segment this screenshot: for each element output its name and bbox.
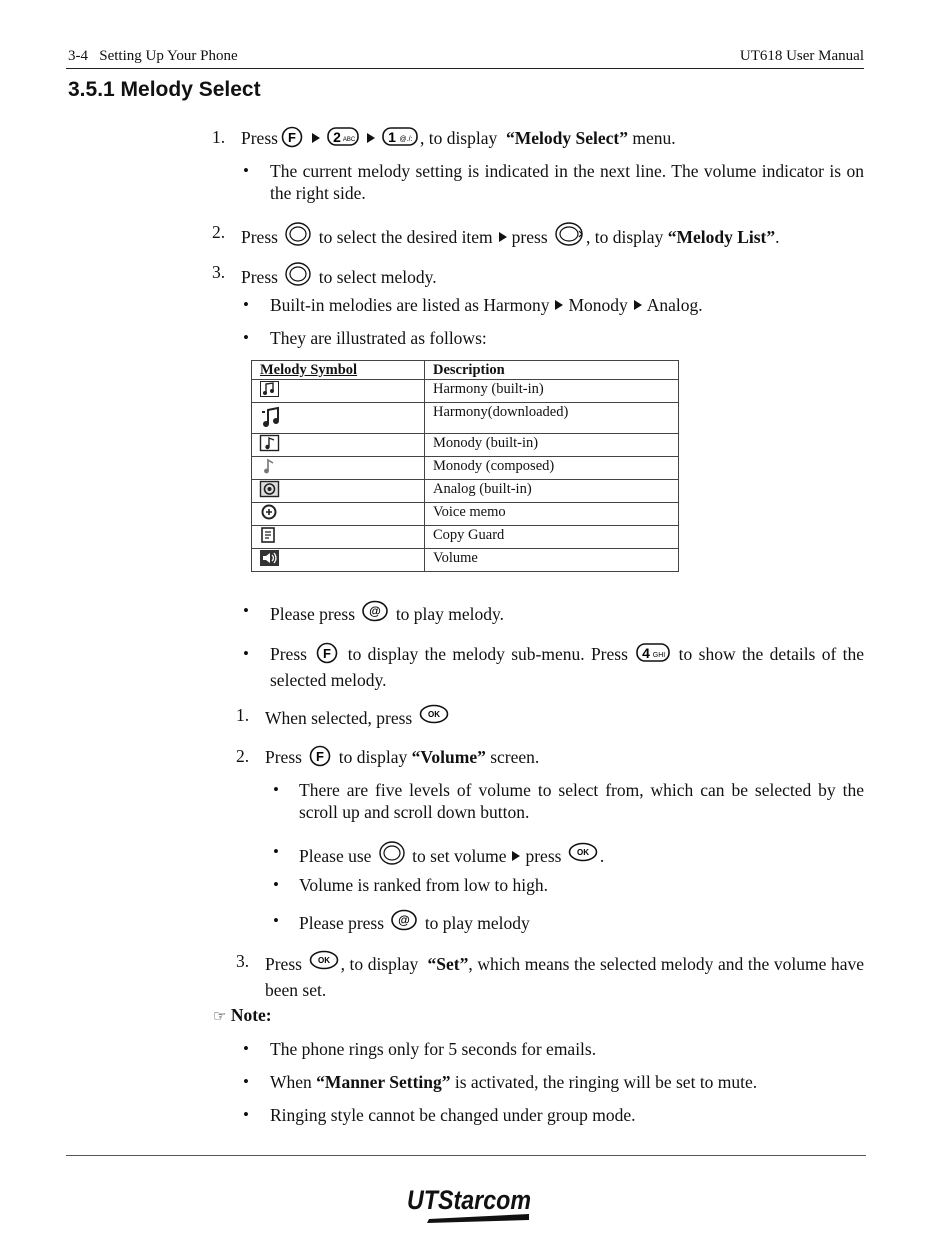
- table-header-row: [252, 361, 679, 380]
- svg-text:OK: OK: [427, 710, 440, 719]
- two-abc-key-icon: [327, 126, 359, 153]
- step-1-post: , to display: [419, 128, 498, 148]
- step-1-number: 1.: [212, 127, 226, 147]
- column-header-text: Melody Symbol: [260, 362, 358, 378]
- text: to show the details of the selected melody.: [270, 644, 865, 690]
- copy-guard-icon: [260, 527, 279, 543]
- ok-key-icon: [568, 842, 598, 871]
- header-divider: [66, 68, 864, 69]
- svg-text:ABC: ABC: [342, 137, 356, 143]
- step-1-bold: “Melody Select”: [506, 128, 628, 148]
- arrow-icon: [312, 133, 320, 143]
- footer-divider: [66, 1155, 866, 1156]
- text: Analog.: [646, 295, 703, 315]
- text: to set volume: [412, 846, 507, 866]
- text: is activated, the ringing will be set to mute.: [454, 1072, 758, 1092]
- step-1-end: menu.: [632, 128, 676, 148]
- text: Press: [265, 747, 302, 767]
- note-label: Note:: [230, 1005, 272, 1025]
- sub-step-3: [265, 950, 864, 1001]
- svg-text:UTStarcom: UTStarcom: [407, 1185, 531, 1215]
- row-description: Voice memo: [425, 503, 679, 526]
- text: Monody: [568, 295, 628, 315]
- step-2-press: press: [511, 227, 548, 247]
- section-title: 3.5.1 Melody Select: [68, 78, 261, 101]
- volume-bullet-3: Volume is ranked from low to high.: [299, 875, 549, 895]
- text: to play melody.: [395, 604, 505, 624]
- monody-builtin-icon: [260, 435, 279, 451]
- nav-key-icon: [378, 840, 406, 871]
- text: When selected, press: [265, 708, 413, 728]
- step-1-line: [241, 126, 676, 153]
- monody-composed-icon: [260, 458, 279, 474]
- text: .: [599, 846, 605, 866]
- text: press: [525, 846, 562, 866]
- svg-text:F: F: [323, 646, 332, 661]
- svg-text:F: F: [287, 130, 296, 145]
- volume-icon: [260, 550, 279, 566]
- at-key-icon: [390, 909, 418, 938]
- pointing-hand-icon: ☞: [213, 1009, 227, 1025]
- volume-bullet-4: [299, 909, 530, 938]
- text: , which means the selected melody and the volume have been set.: [265, 954, 865, 1000]
- text: Please press: [299, 913, 385, 933]
- volume-bullet-1: There are five levels of volume to select from, which can be selected by the scroll up and scroll down button.: [299, 780, 864, 822]
- text: to display: [338, 747, 408, 767]
- utstarcom-logo: [405, 1183, 535, 1230]
- bullet: •: [243, 161, 249, 180]
- row-description: Monody (composed): [425, 457, 679, 480]
- text: to play melody: [424, 913, 530, 933]
- text: Built-in melodies are listed as Harmony: [270, 295, 550, 315]
- step-1-pre: Press: [241, 128, 278, 148]
- svg-text:@: @: [398, 913, 411, 927]
- sub-step-1: [265, 704, 451, 733]
- nav-key-icon: [284, 261, 312, 292]
- arrow-icon: [634, 300, 642, 310]
- svg-text:1: 1: [388, 129, 396, 145]
- bullet: •: [243, 295, 249, 314]
- table-row: [252, 526, 679, 549]
- harmony-downloaded-icon: [260, 404, 284, 428]
- arrow-icon: [499, 232, 507, 242]
- ok-key-icon: [419, 704, 449, 733]
- text: screen.: [490, 747, 540, 767]
- note-bullet-2: [270, 1071, 757, 1093]
- svg-text:OK: OK: [317, 956, 330, 965]
- text: Please use: [299, 846, 372, 866]
- text: to display the melody sub-menu. Press: [347, 644, 628, 664]
- step-1-bullet-1: The current melody setting is indicated in the next line. The volume indicator is on the right side.: [270, 161, 864, 203]
- text: Please press: [270, 604, 356, 624]
- f-key-icon: [308, 745, 332, 772]
- text-bold: “Set”: [427, 954, 469, 974]
- row-description: Analog (built-in): [425, 480, 679, 503]
- text: , to display: [340, 954, 419, 974]
- step-2-post: , to display: [586, 227, 664, 247]
- one-key-icon: [382, 126, 418, 153]
- text: Press: [270, 644, 307, 664]
- play-melody-bullet: [270, 600, 504, 629]
- bullet: •: [243, 644, 249, 663]
- harmony-builtin-icon: [260, 381, 279, 397]
- row-description: Volume: [425, 549, 679, 572]
- bullet: •: [243, 1072, 249, 1091]
- step-3-bullet-2: They are illustrated as follows:: [270, 328, 487, 348]
- note-bullet-3: Ringing style cannot be changed under group mode.: [270, 1105, 636, 1125]
- table-row: [252, 549, 679, 572]
- text-bold: “Volume”: [411, 747, 486, 767]
- analog-builtin-icon: [260, 481, 279, 497]
- arrow-icon: [367, 133, 375, 143]
- step-2-line: [241, 221, 780, 252]
- step-3-line: [241, 261, 437, 292]
- svg-text:@: @: [369, 604, 382, 618]
- table-row: [252, 434, 679, 457]
- sub-step-2-number: 2.: [236, 746, 250, 766]
- header-right: UT618 User Manual: [739, 48, 864, 64]
- bullet: •: [273, 842, 279, 861]
- svg-text:GHI: GHI: [653, 652, 666, 659]
- bullet: •: [243, 601, 249, 620]
- step-3-post: to select melody.: [318, 267, 437, 287]
- sub-step-3-number: 3.: [236, 951, 250, 971]
- bullet: •: [273, 911, 279, 930]
- bullet: •: [243, 1105, 249, 1124]
- f-key-icon: [280, 126, 304, 153]
- step-3-bullet-1: [270, 294, 703, 316]
- text: Press: [265, 954, 302, 974]
- svg-text:OK: OK: [576, 848, 589, 857]
- melody-symbol-table: [251, 360, 679, 572]
- header-left: 3-4 Setting Up Your Phone: [68, 48, 238, 64]
- ok-key-icon: [309, 950, 339, 979]
- arrow-icon: [555, 300, 563, 310]
- nav-key-icon: [284, 221, 312, 252]
- four-ghi-key-icon: [636, 642, 670, 669]
- voice-memo-icon: [260, 504, 279, 520]
- bullet: •: [273, 780, 279, 799]
- bullet: •: [243, 1039, 249, 1058]
- bullet: •: [243, 328, 249, 347]
- column-header-symbol: [252, 361, 425, 380]
- table-row: [252, 503, 679, 526]
- step-2-end: .: [775, 227, 780, 247]
- volume-bullet-2: [299, 840, 604, 871]
- row-description: Copy Guard: [425, 526, 679, 549]
- table-row: [252, 403, 679, 434]
- right-nav-key-icon: [554, 221, 584, 252]
- text-bold: “Manner Setting”: [316, 1072, 451, 1092]
- step-2-pre: Press: [241, 227, 278, 247]
- arrow-icon: [512, 851, 520, 861]
- step-3-pre: Press: [241, 267, 278, 287]
- step-2-number: 2.: [212, 222, 226, 242]
- table-row: [252, 380, 679, 403]
- at-key-icon: [361, 600, 389, 629]
- svg-text:F: F: [316, 749, 325, 764]
- bullet: •: [273, 875, 279, 894]
- row-description: Harmony (built-in): [425, 380, 679, 403]
- sub-step-2: [265, 745, 539, 772]
- svg-text:@./:: @./:: [399, 136, 413, 143]
- table-row: [252, 457, 679, 480]
- svg-text:2: 2: [333, 129, 341, 145]
- note-heading: [213, 1004, 272, 1028]
- text: When: [270, 1072, 312, 1092]
- sub-step-1-number: 1.: [236, 705, 250, 725]
- step-3-number: 3.: [212, 262, 226, 282]
- column-header-description: Description: [425, 361, 679, 380]
- row-description: Monody (built-in): [425, 434, 679, 457]
- f-key-icon: [315, 642, 339, 669]
- step-2-mid: to select the desired item: [318, 227, 493, 247]
- svg-text:4: 4: [642, 645, 651, 661]
- note-bullet-1: The phone rings only for 5 seconds for emails.: [270, 1039, 597, 1059]
- row-description: Harmony(downloaded): [425, 403, 679, 434]
- sub-menu-bullet: [270, 642, 864, 691]
- step-2-bold: “Melody List”: [667, 227, 776, 247]
- table-row: [252, 480, 679, 503]
